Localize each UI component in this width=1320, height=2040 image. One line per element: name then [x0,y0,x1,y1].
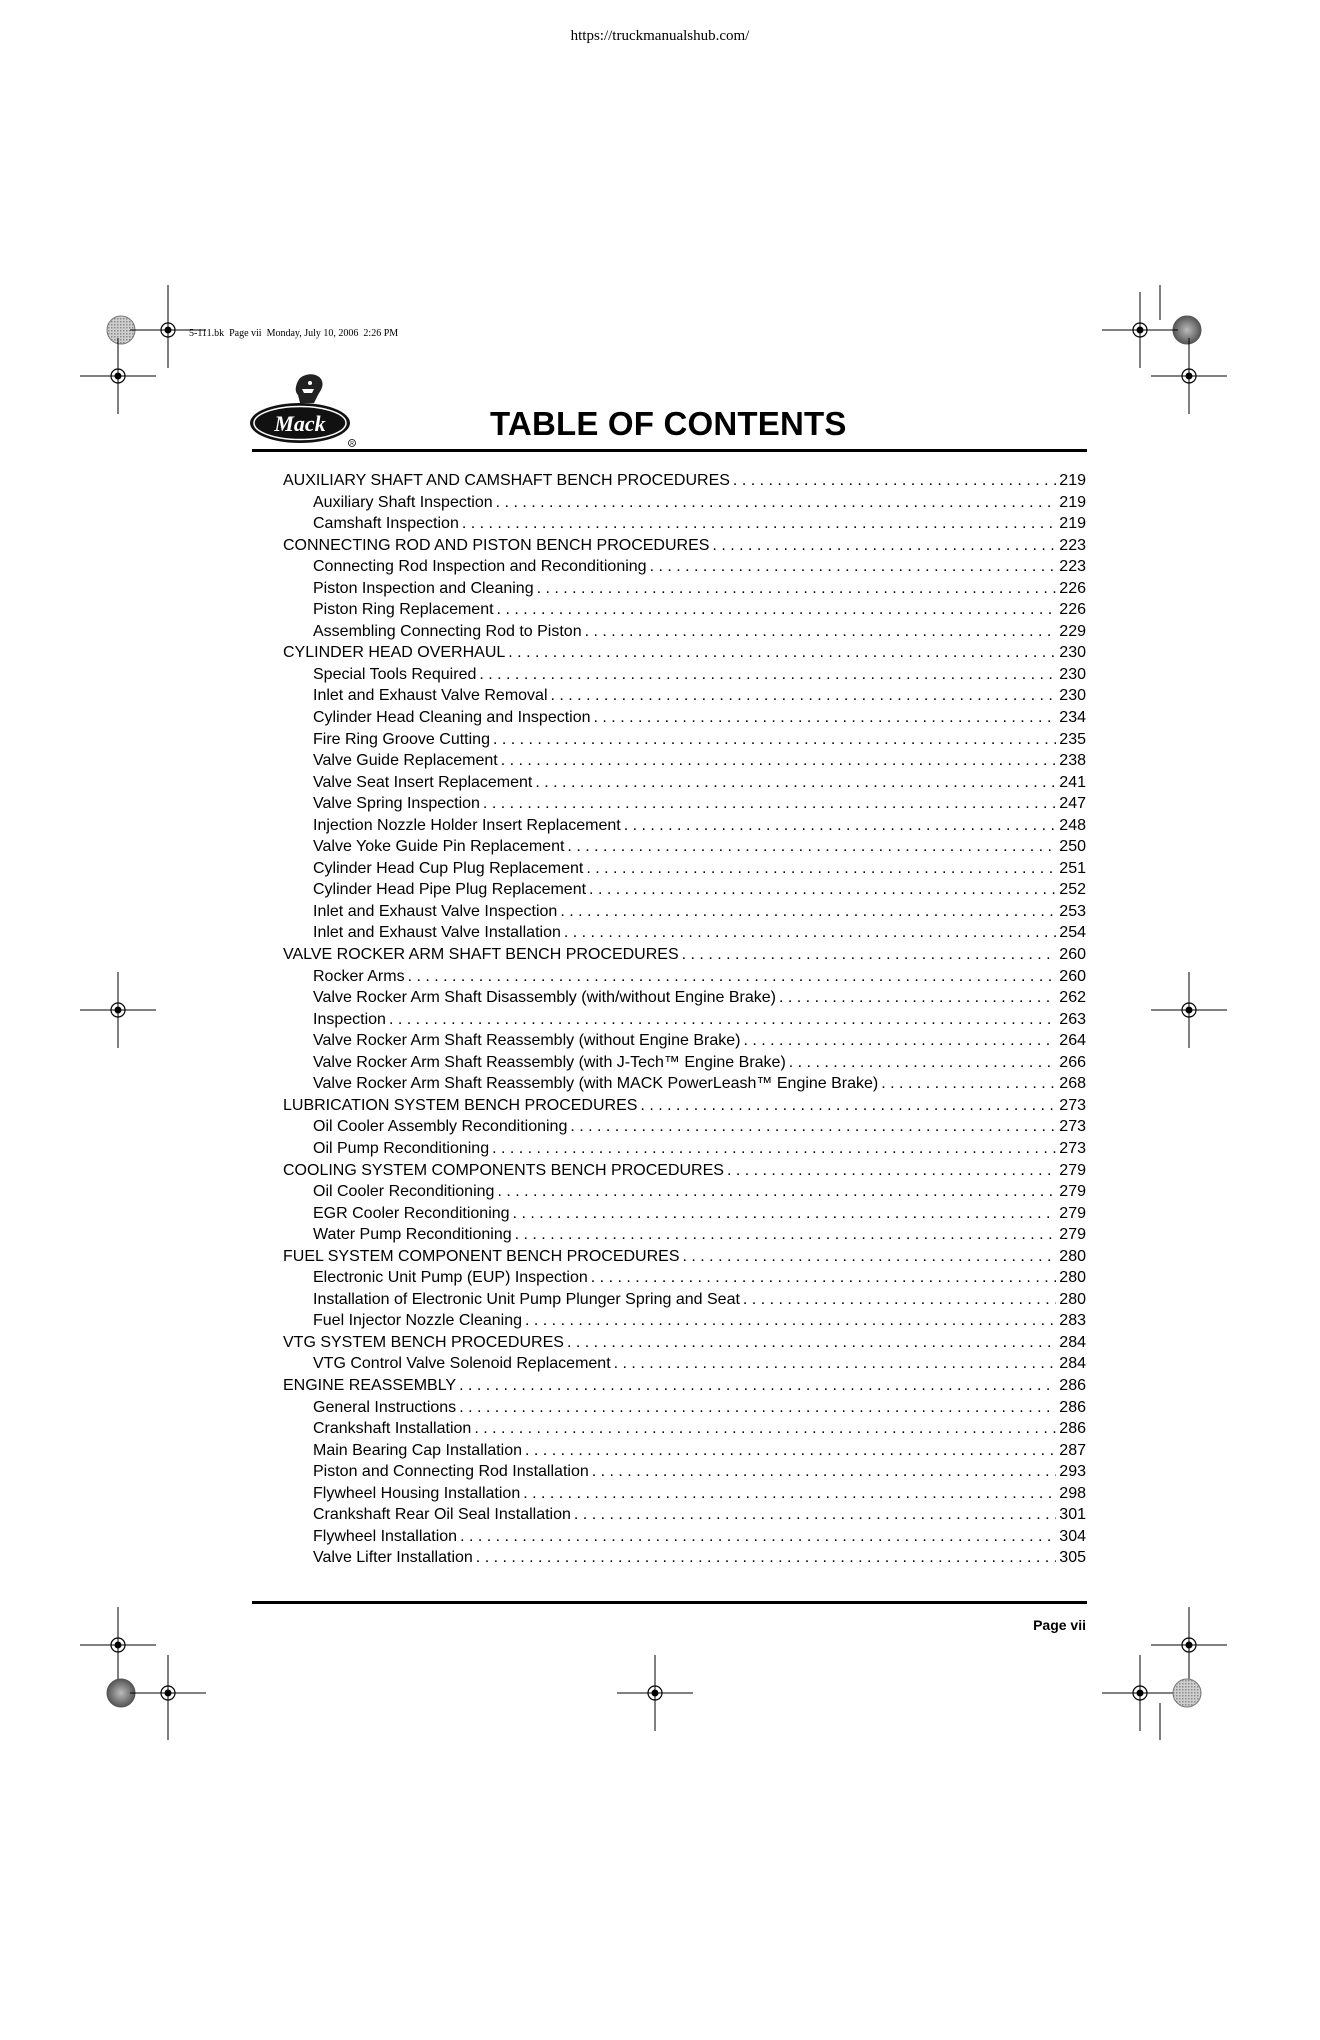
toc-entry-page: 252 [1059,881,1086,899]
toc-section-entry[interactable] [283,1332,1086,1354]
toc-entry-label: CYLINDER HEAD OVERHAUL [283,644,506,662]
toc-subsection-entry[interactable] [283,815,1086,837]
toc-entry-page: 280 [1059,1290,1086,1308]
toc-entry-page: 223 [1059,558,1086,576]
toc-entry-label: COOLING SYSTEM COMPONENTS BENCH PROCEDURES [283,1161,724,1179]
toc-subsection-entry[interactable] [283,513,1086,535]
dot-leader [594,707,1057,729]
toc-entry-label: Valve Lifter Installation [313,1549,473,1567]
toc-entry-label: Connecting Rod Inspection and Reconditioning [313,558,647,576]
dot-leader [497,599,1057,621]
toc-entry-page: 301 [1059,1506,1086,1524]
toc-entry-label: Electronic Unit Pump (EUP) Inspection [313,1269,588,1287]
toc-section-entry[interactable] [283,1246,1086,1268]
toc-entry-page: 279 [1059,1161,1086,1179]
toc-subsection-entry[interactable] [283,1418,1086,1440]
toc-subsection-entry[interactable] [283,1353,1086,1375]
toc-subsection-entry[interactable] [283,1526,1086,1548]
toc-entry-label: Oil Pump Reconditioning [313,1139,490,1157]
toc-subsection-entry[interactable] [283,578,1086,600]
toc-section-entry[interactable] [283,642,1086,664]
dot-leader [592,1461,1057,1483]
dot-leader [508,642,1056,664]
toc-entry-label: Piston Ring Replacement [313,601,494,619]
toc-subsection-entry[interactable] [283,793,1086,815]
dot-leader [624,815,1057,837]
dot-leader [483,793,1056,815]
table-of-contents [283,470,1086,1569]
toc-entry-page: 219 [1059,493,1086,511]
toc-subsection-entry[interactable] [283,750,1086,772]
dot-leader [712,535,1056,557]
toc-entry-label: VTG SYSTEM BENCH PROCEDURES [283,1333,564,1351]
toc-entry-label: FUEL SYSTEM COMPONENT BENCH PROCEDURES [283,1247,680,1265]
toc-entry-page: 268 [1059,1075,1086,1093]
toc-entry-page: 250 [1059,838,1086,856]
dot-leader [564,922,1056,944]
dot-leader [743,1289,1056,1311]
print-stamp: 5-111.bk Page vii Monday, July 10, 2006 2:26 PM [189,328,399,339]
dot-leader [586,858,1056,880]
toc-entry-label: Installation of Electronic Unit Pump Plunger Spring and Seat [313,1290,740,1308]
toc-entry-page: 279 [1059,1183,1086,1201]
dot-leader [535,772,1056,794]
dot-leader [650,556,1057,578]
toc-subsection-entry[interactable] [283,1440,1086,1462]
toc-entry-page: 286 [1059,1398,1086,1416]
toc-entry-page: 260 [1059,946,1086,964]
toc-subsection-entry[interactable] [283,556,1086,578]
toc-entry-label: Oil Cooler Reconditioning [313,1183,495,1201]
toc-entry-page: 235 [1059,730,1086,748]
toc-entry-page: 273 [1059,1096,1086,1114]
dot-leader [743,1030,1056,1052]
toc-entry-page: 254 [1059,924,1086,942]
toc-entry-page: 263 [1059,1010,1086,1028]
toc-subsection-entry[interactable] [283,1073,1086,1095]
toc-entry-label: Flywheel Installation [313,1527,458,1545]
toc-subsection-entry[interactable] [283,922,1086,944]
toc-entry-page: 298 [1059,1484,1086,1502]
toc-subsection-entry[interactable] [283,966,1086,988]
toc-entry-label: Camshaft Inspection [313,515,459,533]
toc-entry-label: ENGINE REASSEMBLY [283,1376,457,1394]
dot-leader [459,1397,1056,1419]
toc-entry-label: Valve Yoke Guide Pin Replacement [313,838,565,856]
toc-entry-page: 304 [1059,1527,1086,1545]
dot-leader [614,1353,1057,1375]
dot-leader [585,621,1057,643]
toc-entry-label: Valve Rocker Arm Shaft Disassembly (with/without Engine Brake) [313,989,776,1007]
toc-entry-label: Valve Rocker Arm Shaft Reassembly (with MACK PowerLeash™ Engine Brake) [313,1075,879,1093]
dot-leader [525,1310,1056,1332]
toc-subsection-entry[interactable] [283,664,1086,686]
toc-entry-label: EGR Cooler Reconditioning [313,1204,510,1222]
toc-section-entry[interactable] [283,1160,1086,1182]
toc-subsection-entry[interactable] [283,1547,1086,1569]
mack-logo [248,373,360,449]
toc-entry-page: 230 [1059,665,1086,683]
toc-entry-label: CONNECTING ROD AND PISTON BENCH PROCEDURES [283,536,710,554]
dot-leader [560,901,1056,923]
dot-leader [408,966,1057,988]
toc-subsection-entry[interactable] [283,1030,1086,1052]
toc-entry-page: 260 [1059,967,1086,985]
footer-rule [252,1601,1087,1604]
toc-entry-label: General Instructions [313,1398,457,1416]
toc-entry-page: 238 [1059,752,1086,770]
dot-leader [513,1203,1057,1225]
dot-leader [570,1116,1056,1138]
toc-entry-page: 273 [1059,1118,1086,1136]
toc-entry-page: 226 [1059,579,1086,597]
dot-leader [496,492,1057,514]
toc-entry-label: VALVE ROCKER ARM SHAFT BENCH PROCEDURES [283,946,679,964]
toc-subsection-entry[interactable] [283,1397,1086,1419]
toc-entry-label: LUBRICATION SYSTEM BENCH PROCEDURES [283,1096,638,1114]
toc-entry-page: 251 [1059,859,1086,877]
toc-entry-label: Water Pump Reconditioning [313,1226,512,1244]
toc-entry-page: 280 [1059,1269,1086,1287]
toc-entry-page: 229 [1059,622,1086,640]
toc-entry-label: Cylinder Head Cup Plug Replacement [313,859,584,877]
toc-entry-page: 253 [1059,902,1086,920]
toc-section-entry[interactable] [283,535,1086,557]
toc-entry-label: Crankshaft Installation [313,1420,472,1438]
toc-subsection-entry[interactable] [283,879,1086,901]
toc-entry-label: Special Tools Required [313,665,477,683]
toc-subsection-entry[interactable] [283,599,1086,621]
toc-subsection-entry[interactable] [283,836,1086,858]
toc-entry-label: AUXILIARY SHAFT AND CAMSHAFT BENCH PROCEDURES [283,472,730,489]
dot-leader [551,685,1057,707]
toc-entry-page: 286 [1059,1420,1086,1438]
toc-subsection-entry[interactable] [283,1461,1086,1483]
toc-entry-page: 287 [1059,1441,1086,1459]
toc-subsection-entry[interactable] [283,707,1086,729]
toc-subsection-entry[interactable] [283,1483,1086,1505]
toc-entry-page: 284 [1059,1355,1086,1373]
dot-leader [389,1009,1056,1031]
dot-leader [640,1095,1056,1117]
dot-leader [682,944,1057,966]
toc-entry-page: 219 [1059,472,1086,489]
toc-entry-page: 219 [1059,515,1086,533]
toc-entry-page: 273 [1059,1139,1086,1157]
toc-subsection-entry[interactable] [283,1009,1086,1031]
page-number: Page vii [1033,1617,1086,1633]
toc-entry-page: 283 [1059,1312,1086,1330]
dot-leader [537,578,1057,600]
dot-leader [497,1181,1056,1203]
toc-entry-label: Injection Nozzle Holder Insert Replacement [313,816,621,834]
toc-subsection-entry[interactable] [283,1181,1086,1203]
toc-entry-label: Inlet and Exhaust Valve Removal [313,687,548,705]
toc-entry-page: 226 [1059,601,1086,619]
toc-section-entry[interactable] [283,1375,1086,1397]
toc-entry-page: 247 [1059,795,1086,813]
dot-leader [789,1052,1057,1074]
toc-subsection-entry[interactable] [283,1138,1086,1160]
toc-entry-page: 230 [1059,687,1086,705]
toc-subsection-entry[interactable] [283,621,1086,643]
toc-entry-label: Valve Spring Inspection [313,795,480,813]
toc-entry-label: Flywheel Housing Installation [313,1484,521,1502]
toc-entry-label: Crankshaft Rear Oil Seal Installation [313,1506,571,1524]
dot-leader [779,987,1056,1009]
dot-leader [525,1440,1056,1462]
svg-text:R: R [350,441,354,447]
dot-leader [591,1267,1057,1289]
toc-entry-page: 284 [1059,1333,1086,1351]
toc-entry-label: Valve Rocker Arm Shaft Reassembly (without Engine Brake) [313,1032,741,1050]
toc-subsection-entry[interactable] [283,1203,1086,1225]
toc-subsection-entry[interactable] [283,492,1086,514]
toc-subsection-entry[interactable] [283,1224,1086,1246]
toc-entry-label: Inlet and Exhaust Valve Inspection [313,902,558,920]
toc-entry-label: Valve Rocker Arm Shaft Reassembly (with J-Tech™ Engine Brake) [313,1053,786,1071]
toc-entry-page: 248 [1059,816,1086,834]
dot-leader [574,1504,1056,1526]
dot-leader [476,1547,1057,1569]
toc-entry-label: Cylinder Head Cleaning and Inspection [313,709,591,727]
dot-leader [492,1138,1056,1160]
toc-entry-label: Main Bearing Cap Installation [313,1441,523,1459]
dot-leader [462,513,1056,535]
toc-entry-label: Oil Cooler Assembly Reconditioning [313,1118,568,1136]
dot-leader [459,1375,1056,1397]
dot-leader [727,1160,1056,1182]
dot-leader [474,1418,1056,1440]
toc-entry-page: 241 [1059,773,1086,791]
toc-entry-label: Assembling Connecting Rod to Piston [313,622,582,640]
toc-subsection-entry[interactable] [283,685,1086,707]
toc-subsection-entry[interactable] [283,858,1086,880]
toc-entry-page: 305 [1059,1549,1086,1567]
toc-subsection-entry[interactable] [283,987,1086,1009]
toc-entry-page: 262 [1059,989,1086,1007]
toc-section-entry[interactable] [283,470,1086,492]
toc-entry-page: 279 [1059,1226,1086,1244]
toc-entry-page: 286 [1059,1376,1086,1394]
dot-leader [881,1073,1056,1095]
toc-entry-label: Piston Inspection and Cleaning [313,579,534,597]
dot-leader [683,1246,1057,1268]
toc-entry-label: Rocker Arms [313,967,405,985]
toc-subsection-entry[interactable] [283,1267,1086,1289]
page-title: TABLE OF CONTENTS [490,405,847,442]
toc-entry-page: 223 [1059,536,1086,554]
toc-entry-page: 230 [1059,644,1086,662]
dot-leader [493,729,1056,751]
toc-section-entry[interactable] [283,1095,1086,1117]
toc-section-entry[interactable] [283,944,1086,966]
toc-entry-label: Piston and Connecting Rod Installation [313,1463,589,1481]
toc-entry-label: VTG Control Valve Solenoid Replacement [313,1355,611,1373]
toc-entry-page: 264 [1059,1032,1086,1050]
toc-entry-label: Fuel Injector Nozzle Cleaning [313,1312,522,1330]
svg-text:Mack: Mack [274,411,326,436]
toc-entry-label: Auxiliary Shaft Inspection [313,493,493,511]
toc-subsection-entry[interactable] [283,901,1086,923]
dot-leader [479,664,1056,686]
toc-entry-page: 266 [1059,1053,1086,1071]
toc-entry-label: Valve Guide Replacement [313,752,498,770]
toc-entry-label: Cylinder Head Pipe Plug Replacement [313,881,587,899]
source-url: https://truckmanualshub.com/ [570,28,750,44]
toc-entry-label: Fire Ring Groove Cutting [313,730,490,748]
toc-subsection-entry[interactable] [283,1116,1086,1138]
dot-leader [567,836,1056,858]
toc-entry-label: Inspection [313,1010,386,1028]
toc-subsection-entry[interactable] [283,1052,1086,1074]
toc-subsection-entry[interactable] [283,772,1086,794]
title-rule [252,449,1087,452]
toc-entry-label: Inlet and Exhaust Valve Installation [313,924,561,942]
dot-leader [501,750,1057,772]
toc-entry-label: Valve Seat Insert Replacement [313,773,533,791]
toc-entry-page: 279 [1059,1204,1086,1222]
toc-entry-page: 234 [1059,709,1086,727]
toc-entry-page: 293 [1059,1463,1086,1481]
toc-subsection-entry[interactable] [283,1289,1086,1311]
toc-subsection-entry[interactable] [283,729,1086,751]
dot-leader [589,879,1056,901]
dot-leader [523,1483,1056,1505]
toc-entry-page: 280 [1059,1247,1086,1265]
dot-leader [515,1224,1057,1246]
toc-subsection-entry[interactable] [283,1310,1086,1332]
dot-leader [460,1526,1056,1548]
toc-subsection-entry[interactable] [283,1504,1086,1526]
dot-leader [733,470,1056,492]
dot-leader [567,1332,1056,1354]
